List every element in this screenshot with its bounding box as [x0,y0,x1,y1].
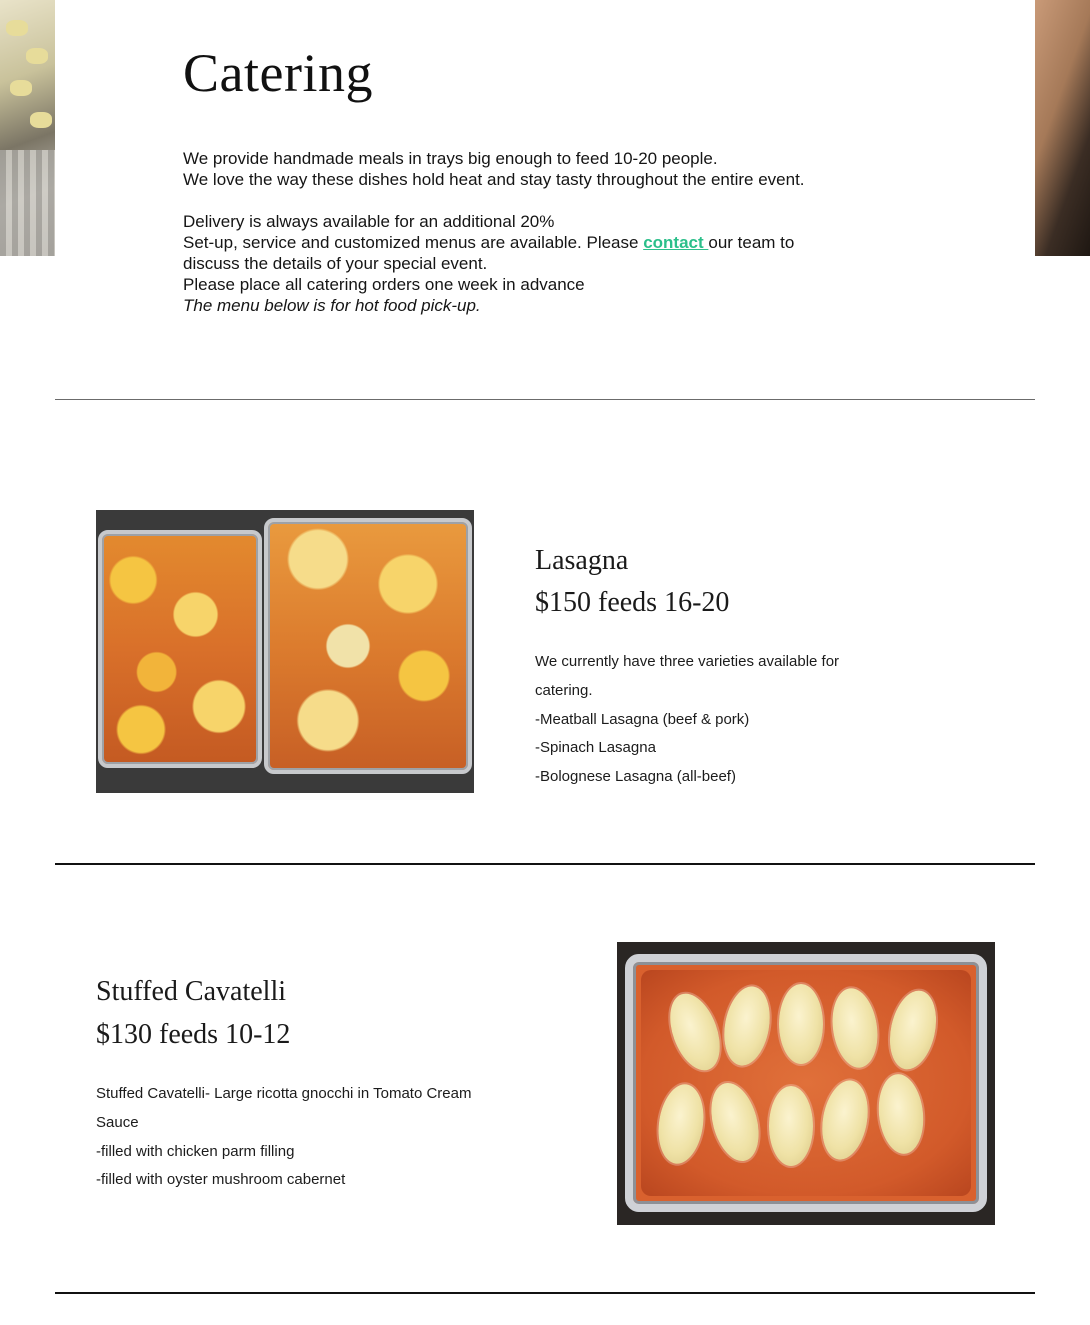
intro-text-segment: our team to discuss the details of your special event. [183,233,795,273]
dish-description-lasagna [535,648,895,792]
section-divider [55,1292,1035,1294]
pasta-piece-decoration [10,80,32,96]
gnocchi-piece [769,1086,813,1166]
gnocchi-piece [883,986,943,1073]
gnocchi-piece [654,1081,709,1166]
intro-line: We provide handmade meals in trays big enough to feed 10-20 people. [183,149,718,168]
description-line: -filled with chicken parm filling [96,1142,295,1160]
section-divider [55,399,1035,400]
description-line: -Bolognese Lasagna (all-beef) [535,768,736,786]
lasagna-photo [96,510,474,793]
intro-line: Please place all catering orders one week in advance [183,275,585,294]
pasta-piece-decoration [26,48,48,64]
background-photo-right [1035,0,1090,256]
cavatelli-photo [617,942,995,1225]
content-panel [55,0,1035,1325]
gnocchi-piece [718,983,775,1069]
lasagna-tray-left [98,530,262,768]
intro-line [183,232,853,274]
intro-text [183,148,853,316]
pasta-piece-decoration [6,20,28,36]
dish-name-cavatelli: Stuffed Cavatelli [96,976,286,1007]
dish-name-lasagna: Lasagna [535,545,629,576]
cavatelli-pan [625,954,987,1212]
dish-description-cavatelli [96,1080,476,1195]
gnocchi-piece [875,1072,927,1156]
description-line: -Spinach Lasagna [535,739,656,757]
gnocchi-piece [703,1078,766,1167]
gnocchi-piece [816,1077,873,1163]
dish-price-lasagna: $150 feeds 16-20 [535,587,730,618]
intro-text-segment: Set-up, service and customized menus are available. Please [183,233,644,252]
background-photo-left [0,0,55,256]
gnocchi-piece [828,985,883,1070]
page-title: Catering [183,43,373,103]
description-line: -filled with oyster mushroom cabernet [96,1171,346,1189]
intro-line: Delivery is always available for an additional 20% [183,212,555,231]
gnocchi-piece [779,984,823,1064]
dish-price-cavatelli: $130 feeds 10-12 [96,1019,291,1050]
lasagna-tray-right [264,518,472,774]
description-line: -Meatball Lasagna (beef & pork) [535,710,750,728]
intro-line: We love the way these dishes hold heat and stay tasty throughout the entire event. [183,170,805,189]
description-line: We currently have three varieties available for catering. [535,653,840,699]
section-divider [55,863,1035,865]
description-line: Stuffed Cavatelli- Large ricotta gnocchi in Tomato Cream Sauce [96,1085,472,1131]
pasta-piece-decoration [30,112,52,128]
gnocchi-piece [661,987,730,1077]
intro-line-note: The menu below is for hot food pick-up. [183,296,481,315]
contact-link[interactable]: contact [643,233,709,252]
